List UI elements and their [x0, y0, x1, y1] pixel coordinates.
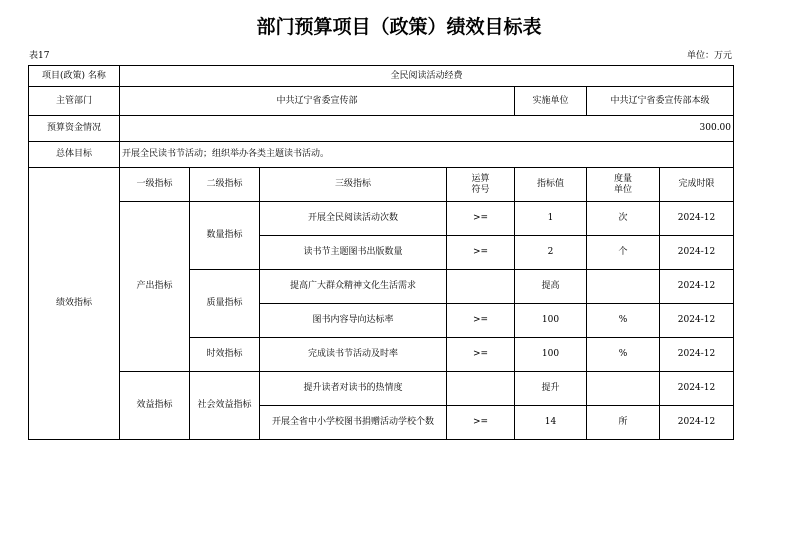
- indicator-value: 2: [515, 236, 587, 270]
- header-deadline: 完成时限: [660, 168, 734, 202]
- header-op-line1: 运算: [471, 173, 490, 184]
- indicator-deadline: 2024-12: [660, 372, 734, 406]
- dept-value: 中共辽宁省委宣传部: [120, 87, 515, 116]
- group-social: 社会效益指标: [190, 372, 260, 440]
- indicator-value: 提高: [515, 270, 587, 304]
- indicator-unit: %: [587, 338, 660, 372]
- group-quality: 质量指标: [190, 270, 260, 338]
- indicator-unit: 个: [587, 236, 660, 270]
- indicator-unit: [587, 270, 660, 304]
- header-unit: [587, 168, 660, 202]
- table-number: 表17: [29, 51, 50, 61]
- funds-value: 300.00: [120, 116, 734, 142]
- header-op-line2: 符号: [471, 184, 490, 195]
- table-row: [29, 202, 734, 236]
- group-output: 产出指标: [120, 202, 190, 372]
- indicator-unit: %: [587, 304, 660, 338]
- indicator-deadline: 2024-12: [660, 270, 734, 304]
- impl-label: 实施单位: [515, 87, 587, 116]
- indicator-name: 完成读书节活动及时率: [260, 338, 447, 372]
- header-l3: 三级指标: [260, 168, 447, 202]
- dept-row: [29, 87, 734, 116]
- indicator-op: [447, 372, 515, 406]
- goal-label: 总体目标: [29, 142, 120, 168]
- impl-value: 中共辽宁省委宣传部本级: [587, 87, 734, 116]
- header-unit-line2: 单位: [613, 184, 632, 195]
- header-op: [447, 168, 515, 202]
- indicator-value: 14: [515, 406, 587, 440]
- indicator-value: 100: [515, 338, 587, 372]
- indicator-value: 1: [515, 202, 587, 236]
- project-name-value: 全民阅读活动经费: [120, 66, 734, 87]
- indicator-op: >=: [447, 236, 515, 270]
- indicator-unit: 所: [587, 406, 660, 440]
- indicator-op: >=: [447, 304, 515, 338]
- indicator-name: 读书节主题图书出版数量: [260, 236, 447, 270]
- indicator-unit: [587, 372, 660, 406]
- header-l2: 二级指标: [190, 168, 260, 202]
- indicator-name: 开展全民阅读活动次数: [260, 202, 447, 236]
- project-name-row: [29, 66, 734, 87]
- table-row: [29, 372, 734, 406]
- indicator-deadline: 2024-12: [660, 236, 734, 270]
- indicator-op: >=: [447, 202, 515, 236]
- indicator-op: >=: [447, 406, 515, 440]
- group-benefit: 效益指标: [120, 372, 190, 440]
- unit-label: 单位：万元: [686, 51, 732, 61]
- indicator-value: 提升: [515, 372, 587, 406]
- indicator-name: 提升读者对读书的热情度: [260, 372, 447, 406]
- indicator-unit: 次: [587, 202, 660, 236]
- page-title: 部门预算项目（政策）绩效目标表: [256, 16, 542, 38]
- header-l1: 一级指标: [120, 168, 190, 202]
- goal-value: 开展全民读书节活动；组织举办各类主题读书活动。: [120, 142, 734, 168]
- indicator-op: [447, 270, 515, 304]
- indicator-deadline: 2024-12: [660, 406, 734, 440]
- header-row: [29, 168, 734, 202]
- indicator-deadline: 2024-12: [660, 304, 734, 338]
- indicator-op: >=: [447, 338, 515, 372]
- indicator-deadline: 2024-12: [660, 202, 734, 236]
- project-name-label: 项目(政策) 名称: [29, 66, 120, 87]
- indicator-deadline: 2024-12: [660, 338, 734, 372]
- performance-table: [28, 65, 734, 440]
- funds-label: 预算资金情况: [29, 116, 120, 142]
- perf-label: 绩效指标: [29, 168, 120, 440]
- indicator-name: 开展全省中小学校图书捐赠活动学校个数: [260, 406, 447, 440]
- dept-label: 主管部门: [29, 87, 120, 116]
- indicator-name: 提高广大群众精神文化生活需求: [260, 270, 447, 304]
- group-timeliness: 时效指标: [190, 338, 260, 372]
- header-value: 指标值: [515, 168, 587, 202]
- funds-row: [29, 116, 734, 142]
- group-quantity: 数量指标: [190, 202, 260, 270]
- goal-row: [29, 142, 734, 168]
- indicator-name: 图书内容导向达标率: [260, 304, 447, 338]
- header-unit-line1: 度量: [613, 173, 632, 184]
- indicator-value: 100: [515, 304, 587, 338]
